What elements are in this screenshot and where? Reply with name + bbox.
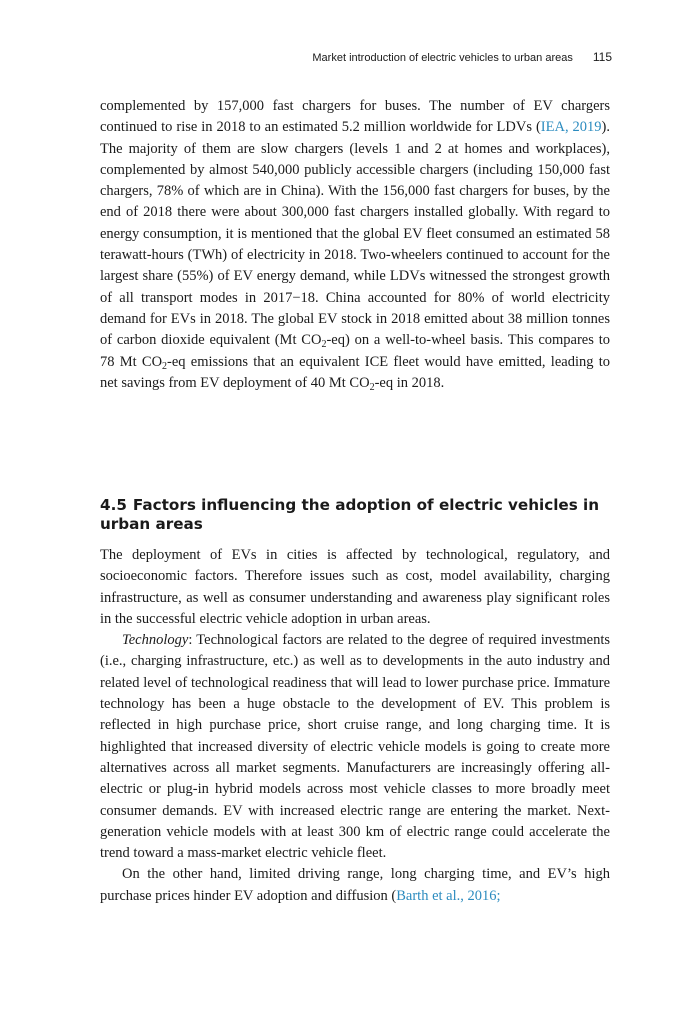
section-title: Factors influencing the adoption of electric vehicles in urban areas bbox=[100, 496, 600, 533]
technology-text: : Technological factors are related to the degree of required investments (i.e., charging infrastructure, etc.) as well as to developments in the auto industry and related level of technological readiness that will lead to lower purchase price. Immature technology has been a huge obstacle to the development of EV. This problem is reflected in high purchase price, short cruise range, and long charging time. It is highlighted that increased diversity of electric vehicle models is going to create more alternatives across all market segments. Manufacturers are increasingly offering all-electric or plug-in hybrid models across most vehicle classes to more broadly meet consumer demands. EV with increased electric range are entering the market. Next-generation vehicle models with at least 300 km of electric range could accelerate the trend toward a mass-market electric vehicle fleet. bbox=[100, 632, 610, 862]
page-number: 115 bbox=[592, 50, 612, 64]
technology-lead: Technology bbox=[122, 632, 189, 649]
co2-subscript-2: 2 bbox=[162, 360, 168, 372]
running-title: Market introduction of electric vehicles to urban areas bbox=[312, 52, 573, 64]
para1-text-4: -eq emissions that an equivalent ICE fleet would have emitted, leading to net savings from EV deployment of 40 Mt CO bbox=[100, 353, 610, 391]
para1-text-5: -eq in 2018. bbox=[374, 374, 445, 391]
paragraph-deployment: The deployment of EVs in cities is affected by technological, regulatory, and socioeconomic factors. Therefore issues such as cost, model availability, charging infrastructure, as well as consumer understanding and awareness play significant roles in the successful electric vehicle adoption in urban areas. bbox=[100, 547, 610, 627]
paragraph-limitations bbox=[100, 864, 610, 907]
co2-subscript-3: 2 bbox=[369, 381, 375, 393]
co2-subscript-1: 2 bbox=[321, 339, 327, 351]
para1-text-3: -eq) on a well-to-wheel basis. This compares to 78 Mt CO bbox=[100, 332, 610, 370]
section-number: 4.5 bbox=[100, 496, 127, 514]
para1-text-2: ). The majority of them are slow chargers (levels 1 and 2 at homes and workplaces), complemented by almost 540,000 publicly accessible chargers (including 150,000 fast chargers, 78% of which are in China). With the 156,000 fast chargers for buses, by the end of 2018 there were about 300,000 fast chargers installed globally. With regard to energy consumption, it is mentioned that the global EV fleet consumed an estimated 58 terawatt-hours (TWh) of electricity in 2018. Two-wheelers continued to account for the largest share (55%) of EV energy demand, while LDVs witnessed the strongest growth of all transport modes in 2017−18. China accounted for 80% of world electricity demand for EVs in 2018. The global EV stock in 2018 emitted about 38 million tonnes of carbon dioxide equivalent (Mt CO bbox=[100, 119, 610, 349]
para1-text-1: complemented by 157,000 fast chargers for buses. The number of EV chargers continued to rise in 2018 to an estimated 5.2 million worldwide for LDVs ( bbox=[100, 98, 610, 136]
paragraph-technology bbox=[100, 630, 610, 864]
section-heading bbox=[100, 496, 610, 534]
running-header bbox=[100, 50, 612, 64]
paragraph-ev-chargers bbox=[100, 96, 610, 394]
citation-barth-2016[interactable]: Barth et al., 2016; bbox=[396, 887, 501, 904]
citation-iea-2019[interactable]: IEA, 2019 bbox=[540, 119, 602, 136]
section-body bbox=[100, 545, 610, 907]
limitations-text: On the other hand, limited driving range, long charging time, and EV’s high purchase prices hinder EV adoption and diffusion ( bbox=[100, 866, 610, 904]
